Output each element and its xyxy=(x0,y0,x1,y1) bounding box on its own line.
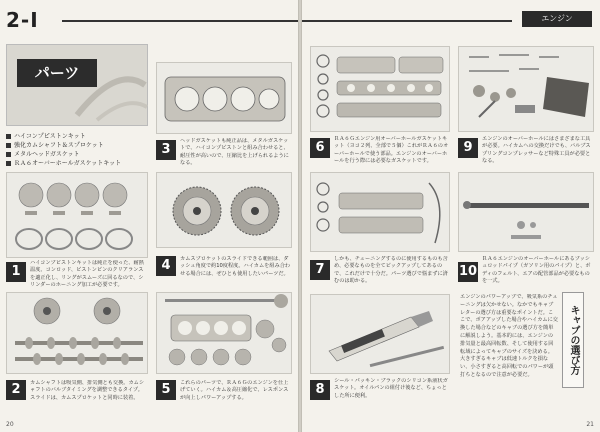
caption-10: ＲＡ６エンジンのオーバーホールにあるプッシュロッドパイプ（ガソリン用のパイプ）と、ボディのフェルト、エアの配管部品が必要なものを一式。 xyxy=(482,256,591,285)
photo-camshafts xyxy=(6,292,148,374)
photo-gasket-set xyxy=(310,172,450,252)
caption-9: エンジンのオーバーホールにはさまざまな工具が必要。ハイカムへの交換だけでも、バルブスプリングコンプレッサーなど特殊工具が必要となる。 xyxy=(482,136,591,165)
section-header xyxy=(302,8,600,32)
panel-number-3: 3 xyxy=(156,140,176,160)
caption-7: しかも、チューニングするのに使用するものも含め、必要なものを全てピックアップしてあるので、これだけで十分だ。パーツ選びで悩まずに済むのは助かる。 xyxy=(334,256,448,285)
caption-8: シール・パッキン・ブラックのシリコン系液状ガスケット。オイルパンの組付け後など、ちょっとした所に便利。 xyxy=(334,378,448,399)
caption-5: これらのパーツで、ＲＡ６Ｇのエンジンを仕上げていく。ハイカム＆高圧縮化で、レスポンスが向上しパワーアップする。 xyxy=(180,380,289,401)
photo-liquid-gasket xyxy=(310,294,450,374)
sidebar-body: エンジンのパワーアップで、吸気系のチューニングは欠かせない。なかでもキャブレターの選び方は重要なポイントだ。ここで、ボアアップした場合やハイカムに交換した場合などのキャブの選び方を簡単に解説しよう。基本的には、エンジンの排気量と最高回転数、そして使用する回転域によってキャブのサイズを決める。大きすぎるキャブは低速トルクを損ない、小さすぎると高回転でのパワーが頭打ちとなるので注意が必要だ。 xyxy=(460,294,558,378)
photo-parts-set xyxy=(156,292,292,374)
photo-pushrod-pipe xyxy=(458,172,594,252)
panel-number-4: 4 xyxy=(156,256,176,276)
gasket-set-icon xyxy=(311,173,450,252)
caption-1: ハイコンプピストンキットは純正を使った、耐熱温度、コンロッド、ピストンピンのクリアランスを適正化し、リングがスムーズに回るなので、シリンダーのホーニング加工が必要です。 xyxy=(30,260,144,288)
panel-number-2: 2 xyxy=(6,380,26,400)
parts-title-box xyxy=(6,44,148,126)
sprocket-icon xyxy=(157,173,292,248)
gasket-kit-icon xyxy=(311,47,450,132)
header-rule xyxy=(62,20,298,22)
page-number-right: 21 xyxy=(586,421,594,428)
photo-cam-sprockets xyxy=(156,172,292,248)
pushrod-pipe-icon xyxy=(459,173,594,252)
caption-2: カムシャフトは吸気側、排気側とも交換。カムシャフトのバルブタイミングを調整できるタイプ。スライドは、カムスプロケットと同時に装着。 xyxy=(30,380,145,401)
list-item: ＲＡ６オーバーホールガスケットキット xyxy=(6,159,148,168)
caption-3: ヘッドガスケットも純正品は、メタルガスケットで、ハイコンプピストンと組み合わせると、耐圧性が高いので、圧縮比を上げられるようになる。 xyxy=(180,138,289,166)
parts-set-icon xyxy=(157,293,292,374)
right-page xyxy=(302,0,600,432)
header-rule-right xyxy=(302,20,512,22)
page-number-left: 20 xyxy=(6,421,14,428)
chapter-header xyxy=(0,8,298,32)
parts-list xyxy=(6,132,148,168)
sidebar-heading: キャブの選び方 xyxy=(562,292,584,388)
gasket-icon xyxy=(157,63,292,134)
panel-number-1: 1 xyxy=(6,262,26,282)
tools-icon xyxy=(459,47,594,132)
sealant-tube-icon xyxy=(311,295,450,374)
photo-tools xyxy=(458,46,594,132)
list-item: 強化カムシャフト＆スプロケット xyxy=(6,141,148,150)
list-item: メタルヘッドガスケット xyxy=(6,150,148,159)
panel-number-5: 5 xyxy=(156,380,176,400)
photo-pistons xyxy=(6,172,148,258)
photo-head-gasket xyxy=(156,62,292,134)
list-item: ハイコンプピストンキット xyxy=(6,132,148,141)
panel-number-10: 10 xyxy=(458,262,478,282)
caption-4: カムスプロケットのスライドできる範囲は、ダッシュ角度で約10度程度。ハイカムを組み合わせる場合には、ぜひとも使用したいパーツだ。 xyxy=(180,256,291,277)
caption-6: ＲＡ６Ｇエンジン用オーバーホールガスケットキット（ヨコ２列、全部で５個）これがＲＡ６のオーバーホールで使う部品。エンジンのオーバーホールを行う際には必要なガスケットです。 xyxy=(334,136,449,165)
parts-title: パーツ xyxy=(17,59,97,87)
panel-number-8: 8 xyxy=(310,380,330,400)
panel-number-6: 6 xyxy=(310,138,330,158)
chapter-label: 2-I xyxy=(6,8,39,32)
camshaft-icon xyxy=(7,293,148,374)
panel-number-9: 9 xyxy=(458,138,478,158)
section-tag: エンジン xyxy=(522,11,592,27)
piston-icon xyxy=(7,173,148,258)
left-page xyxy=(0,0,298,432)
photo-gasket-kit xyxy=(310,46,450,132)
panel-number-7: 7 xyxy=(310,260,330,280)
